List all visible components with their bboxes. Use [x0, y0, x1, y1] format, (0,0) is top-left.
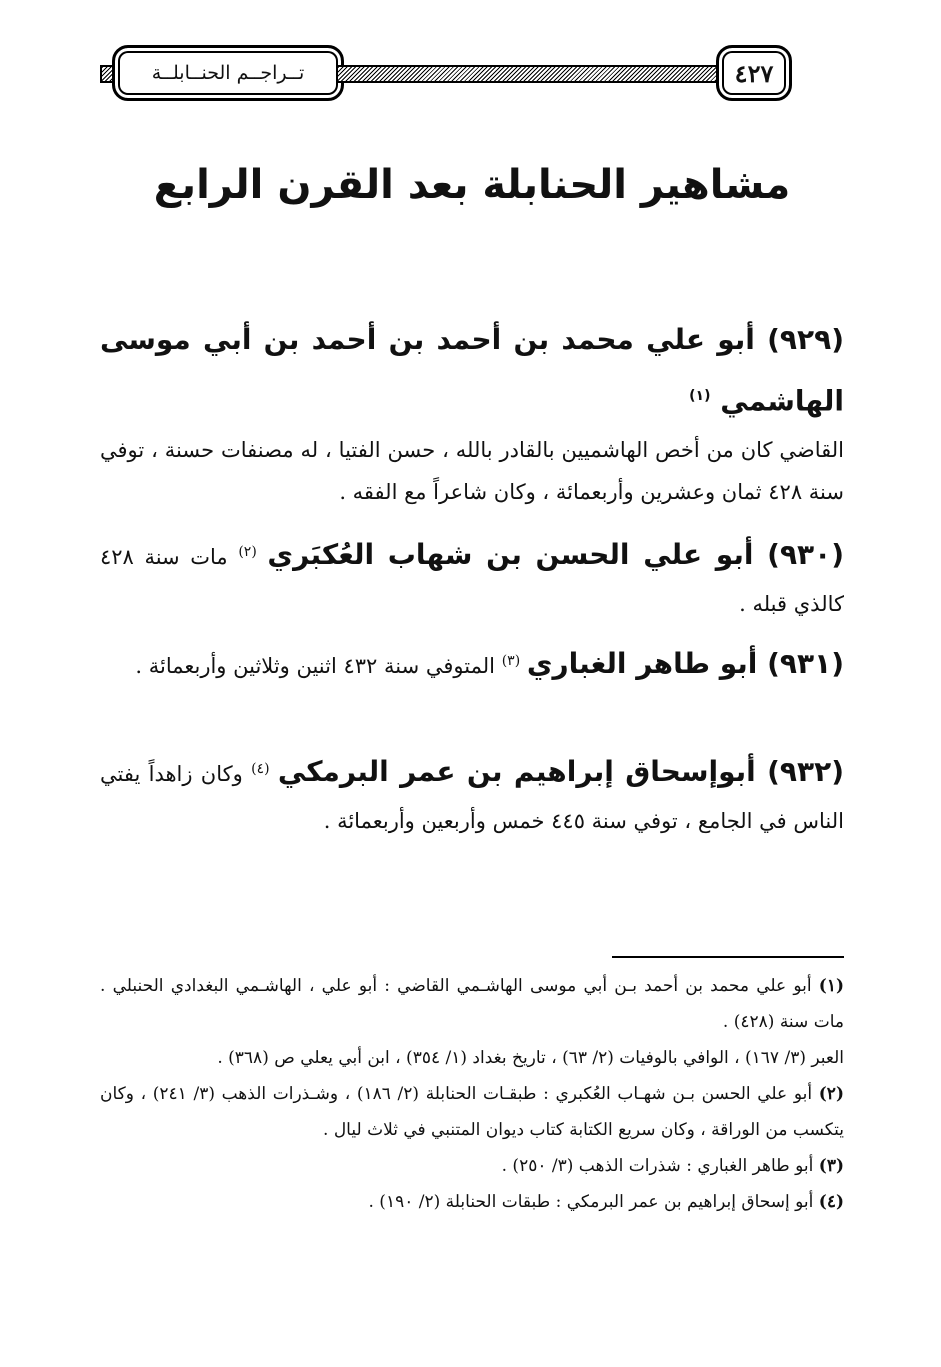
entry-929	[100, 312, 844, 513]
entry-text: مات سنة ٤٢٨ كالذي قبله .	[100, 545, 844, 616]
footnote-number: (١)	[818, 976, 844, 996]
book-title: تــراجــم الحنــابلــة	[151, 62, 305, 84]
footnote-ref: (٤)	[251, 761, 270, 777]
entry-930	[100, 527, 844, 625]
footnote-ref: (١)	[689, 388, 711, 404]
footnote-2	[100, 1076, 844, 1148]
footnote-number: (٢)	[818, 1084, 844, 1104]
page-number-box	[716, 45, 792, 101]
entry-text: القاضي كان من أخص الهاشميين بالقادر بالله ، حسن الفتيا ، له مصنفات حسنة ، توفي سنة ٤٢٨ ثمان وعشرين وأربعمائة ، وكان شاعراً مع الفقه .	[100, 438, 844, 505]
footnote-text: أبو علي محمد بن أحمد بـن أبي موسى الهاشـمي القاضي : أبو علي ، الهاشـمي البغدادي الحنبلي . مات سنة (٤٢٨) .	[100, 976, 844, 1032]
footnote-1-sources: العبر (٣/ ١٦٧) ، الوافي بالوفيات (٢/ ٦٣) ، تاريخ بغداد (١/ ٣٥٤) ، ابن أبي يعلي ص (٣٦٨) .	[217, 1048, 844, 1068]
footnote-ref: (٣)	[501, 653, 521, 669]
footnote-number: (٣)	[818, 1156, 844, 1176]
footnote-text: أبو إسحاق إبراهيم بن عمر البرمكي : طبقات الحنابلة (٢/ ١٩٠) .	[368, 1192, 814, 1212]
entry-text: وكان زاهداً يفتي الناس في الجامع ، توفي سنة ٤٤٥ خمس وأربعين وأربعمائة .	[100, 762, 844, 833]
entry-heading	[100, 312, 844, 429]
header-ornament-middle	[336, 65, 720, 83]
entry-heading: (٩٣٢) أبوإسحاق إبراهيم بن عمر البرمكي	[277, 755, 844, 788]
footnote-text: أبو طاهر الغباري : شذرات الذهب (٣/ ٢٥٠) .	[501, 1156, 814, 1176]
book-title-box	[112, 45, 344, 101]
entry-text: المتوفي سنة ٤٣٢ اثنين وثلاثين وأربعمائة .	[135, 654, 495, 678]
footnote-text: أبو علي الحسن بـن شهـاب العُكبري : طبقـات الحنابلة (٢/ ١٨٦) ، وشـذرات الذهب (٣/ ٢٤١) ، وكان يتكسب من الوراقة ، وكان سريع الكتابة كتاب ديوان المتنبي في ثلاث ليال .	[100, 1084, 844, 1140]
entry-heading-text: (٩٢٩) أبو علي محمد بن أحمد بن أحمد بن أبي موسى الهاشمي	[100, 323, 844, 418]
chapter-title: مشاهير الحنابلة بعد القرن الرابع	[153, 162, 791, 208]
footnote-ref: (٢)	[238, 544, 257, 560]
page-number: ٤٢٧	[734, 58, 774, 88]
page-header	[100, 45, 844, 103]
footnote-1	[100, 968, 844, 1040]
entry-932	[100, 744, 844, 842]
entry-heading: (٩٣٠) أبو علي الحسن بن شهاب العُكبَري	[267, 538, 845, 571]
footnote-separator	[612, 956, 844, 958]
entry-heading: (٩٣١) أبو طاهر الغباري	[526, 647, 844, 680]
footnote-number: (٤)	[818, 1192, 844, 1212]
entry-931	[100, 636, 844, 692]
footnote-3	[100, 1148, 844, 1184]
footnotes	[100, 968, 844, 1220]
footnote-4	[100, 1184, 844, 1220]
